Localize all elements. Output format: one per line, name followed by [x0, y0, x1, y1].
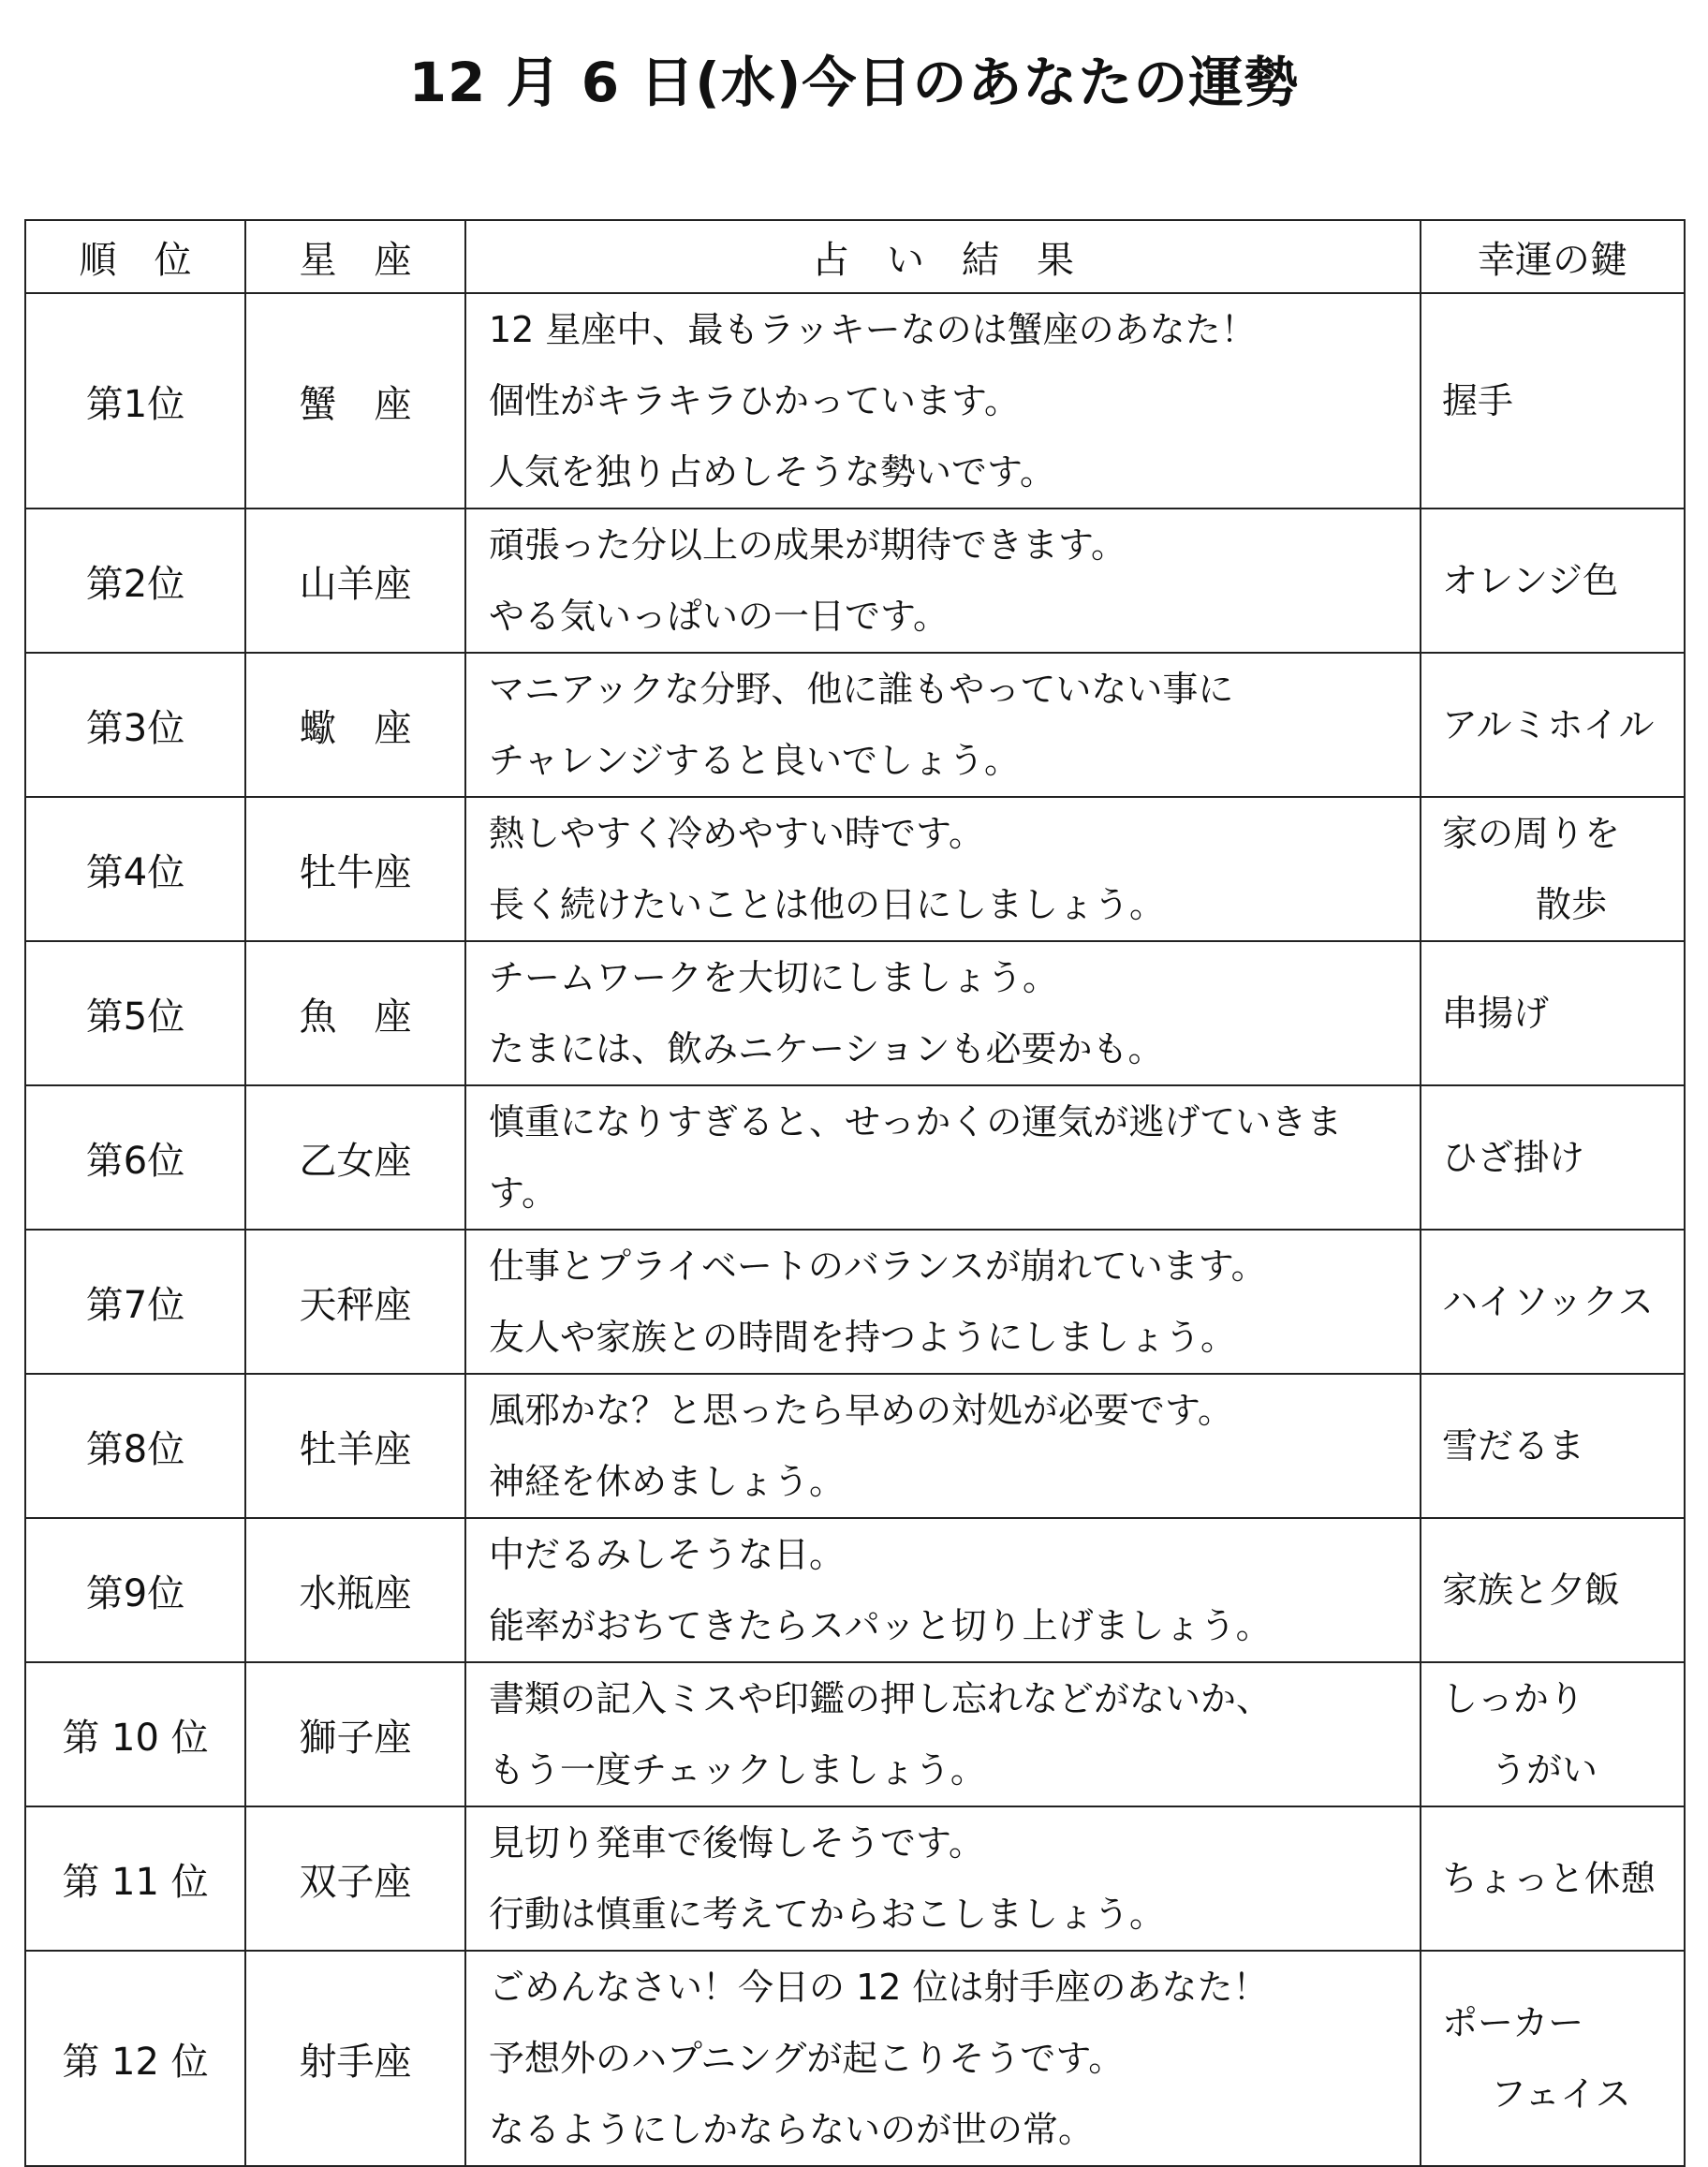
table-row [25, 1806, 1685, 1951]
lucky-key-cell [1421, 1230, 1685, 1374]
rank-cell: 第4位 [25, 797, 245, 941]
sign-cell: 蠍 座 [245, 653, 465, 797]
rank-cell: 第1位 [25, 293, 245, 509]
result-line: 書類の記入ミスや印鑑の押し忘れなどがないか、 [489, 1678, 1273, 1719]
rank-cell: 第7位 [25, 1230, 245, 1374]
sign-cell: 牡羊座 [245, 1374, 465, 1518]
result-cell [465, 1951, 1421, 2166]
table-row [25, 1085, 1685, 1230]
result-line: 中だるみしそうな日。 [489, 1534, 846, 1575]
lucky-key-cell [1421, 293, 1685, 509]
result-cell [465, 941, 1421, 1085]
lucky-key-cell [1421, 797, 1685, 941]
result-line: マニアックな分野、他に誰もやっていない事に [489, 669, 1234, 710]
header-rank: 順 位 [25, 220, 245, 293]
result-line: 行動は慎重に考えてからおこしましょう。 [489, 1894, 1166, 1935]
result-line: 個性がキラキラひかっています。 [489, 380, 1020, 421]
result-line: ごめんなさい！今日の 12 位は射手座のあなた！ [489, 1967, 1269, 2008]
lucky-key-line: ハイソックス [1442, 1281, 1654, 1322]
result-line: 仕事とプライベートのバランスが崩れています。 [489, 1246, 1267, 1287]
result-line: 風邪かな？と思ったら早めの対処が必要です。 [489, 1390, 1233, 1431]
sign-cell: 獅子座 [245, 1662, 465, 1806]
sign-cell: 蟹 座 [245, 293, 465, 509]
result-line: 友人や家族との時間を持つようにしましょう。 [489, 1317, 1237, 1358]
lucky-key-line: 串揚げ [1442, 993, 1550, 1034]
table-row [25, 941, 1685, 1085]
header-sign: 星 座 [245, 220, 465, 293]
lucky-key-line: フェイス [1491, 2073, 1631, 2115]
table-row [25, 1951, 1685, 2166]
result-cell [465, 293, 1421, 509]
lucky-key-line: ちょっと休憩 [1442, 1858, 1656, 1899]
rank-cell: 第 11 位 [25, 1806, 245, 1951]
result-line: 12 星座中、最もラッキーなのは蟹座のあなた！ [489, 309, 1257, 350]
table-row [25, 1518, 1685, 1662]
sign-cell: 乙女座 [245, 1085, 465, 1230]
result-line: 人気を独り占めしそうな勢いです。 [489, 451, 1055, 493]
lucky-key-cell [1421, 509, 1685, 653]
lucky-key-cell [1421, 653, 1685, 797]
rank-cell: 第6位 [25, 1085, 245, 1230]
lucky-key-cell [1421, 1806, 1685, 1951]
sign-cell: 天秤座 [245, 1230, 465, 1374]
result-cell [465, 797, 1421, 941]
table-row [25, 797, 1685, 941]
lucky-key-line: 雪だるま [1442, 1425, 1585, 1467]
sign-cell: 山羊座 [245, 509, 465, 653]
lucky-key-line: 家の周りを [1442, 813, 1621, 854]
rank-cell: 第 10 位 [25, 1662, 245, 1806]
lucky-key-line: ポーカー [1442, 2002, 1584, 2043]
result-cell [465, 1806, 1421, 1951]
table-row [25, 653, 1685, 797]
result-line: 熱しやすく冷めやすい時です。 [489, 813, 984, 854]
table-row [25, 1230, 1685, 1374]
result-cell [465, 1518, 1421, 1662]
result-cell [465, 1374, 1421, 1518]
header-result: 占 い 結 果 [465, 220, 1421, 293]
lucky-key-line: うがい [1491, 1749, 1598, 1791]
result-cell [465, 1662, 1421, 1806]
lucky-key-cell [1421, 1085, 1685, 1230]
lucky-key-cell [1421, 1662, 1685, 1806]
lucky-key-line: 散歩 [1536, 884, 1608, 925]
sign-cell: 双子座 [245, 1806, 465, 1951]
header-lucky-key: 幸運の鍵 [1421, 220, 1685, 293]
rank-cell: 第2位 [25, 509, 245, 653]
result-line: チームワークを大切にしましょう。 [489, 957, 1059, 998]
sign-cell: 射手座 [245, 1951, 465, 2166]
table-row [25, 293, 1685, 509]
result-line: 見切り発車で後悔しそうです。 [489, 1822, 984, 1864]
rank-cell: 第5位 [25, 941, 245, 1085]
lucky-key-cell [1421, 1518, 1685, 1662]
lucky-key-line: 家族と夕飯 [1442, 1570, 1621, 1611]
lucky-key-cell [1421, 1374, 1685, 1518]
result-line: 神経を休めましょう。 [489, 1461, 846, 1502]
table-header-row [25, 220, 1685, 293]
result-cell [465, 653, 1421, 797]
fortune-table [24, 219, 1686, 2167]
result-line: 頑張った分以上の成果が期待できます。 [489, 524, 1126, 566]
lucky-key-line: ひざ掛け [1442, 1137, 1585, 1178]
lucky-key-cell [1421, 941, 1685, 1085]
lucky-key-line: オレンジ色 [1442, 560, 1619, 601]
result-line: 長く続けたいことは他の日にしましょう。 [489, 884, 1166, 925]
page-title: 12 月 6 日(水)今日のあなたの運勢 [408, 51, 1300, 114]
lucky-key-line: アルミホイル [1442, 704, 1655, 745]
result-cell [465, 509, 1421, 653]
result-cell [465, 1230, 1421, 1374]
result-line: す。 [489, 1172, 557, 1214]
sign-cell: 魚 座 [245, 941, 465, 1085]
rank-cell: 第 12 位 [25, 1951, 245, 2166]
rank-cell: 第3位 [25, 653, 245, 797]
sign-cell: 牡牛座 [245, 797, 465, 941]
result-line: 能率がおちてきたらスパッと切り上げましょう。 [489, 1605, 1272, 1646]
result-line: たまには、飲みニケーションも必要かも。 [489, 1028, 1164, 1069]
table-row [25, 1374, 1685, 1518]
table-row [25, 509, 1685, 653]
lucky-key-line: しっかり [1442, 1678, 1585, 1719]
rank-cell: 第9位 [25, 1518, 245, 1662]
sign-cell: 水瓶座 [245, 1518, 465, 1662]
lucky-key-cell [1421, 1951, 1685, 2166]
rank-cell: 第8位 [25, 1374, 245, 1518]
result-line: チャレンジすると良いでしょう。 [489, 740, 1020, 781]
result-line: なるようにしかならないのが世の常。 [489, 2109, 1095, 2150]
result-line: やる気いっぱいの一日です。 [489, 596, 949, 637]
result-line: 慎重になりすぎると、せっかくの運気が逃げていきま [489, 1101, 1343, 1142]
result-line: もう一度チェックしましょう。 [489, 1749, 986, 1791]
table-row [25, 1662, 1685, 1806]
lucky-key-line: 握手 [1442, 380, 1514, 421]
result-line: 予想外のハプニングが起こりそうです。 [489, 2038, 1125, 2079]
result-cell [465, 1085, 1421, 1230]
